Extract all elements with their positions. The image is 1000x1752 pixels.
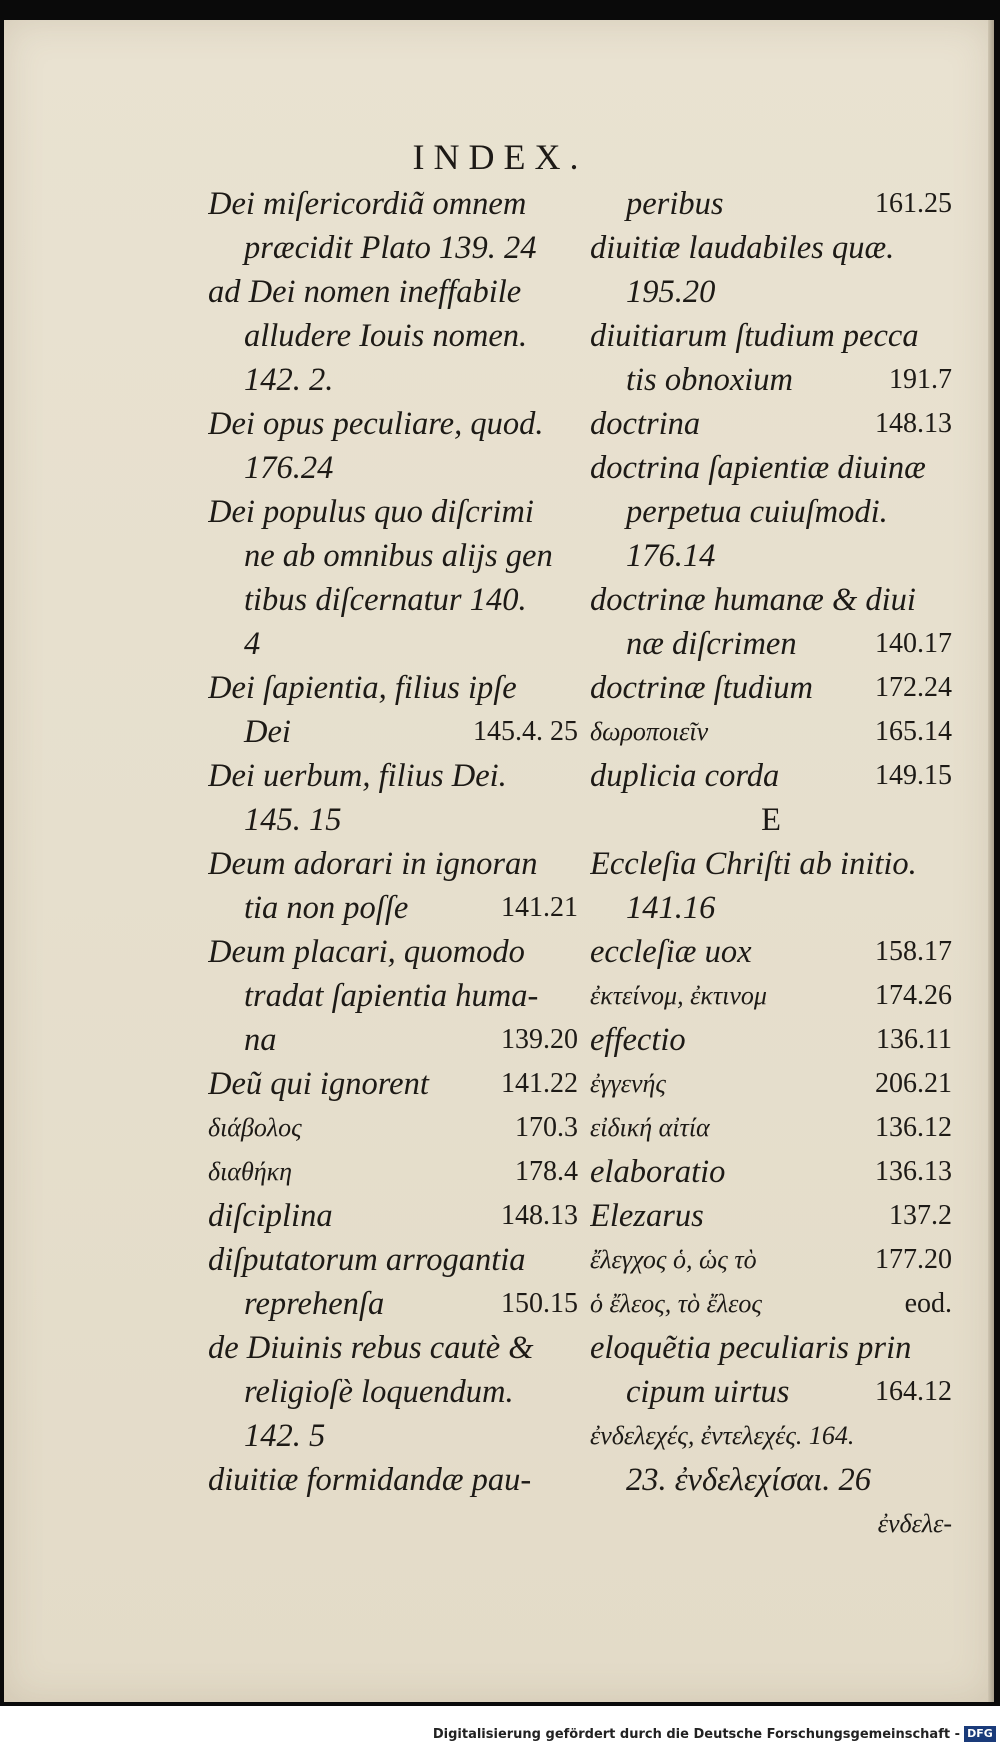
index-entry-page-ref: 165.14 (875, 716, 952, 747)
index-entry-line (590, 578, 952, 622)
index-entry-text: effectio (590, 1022, 686, 1058)
index-entry-line (208, 886, 578, 930)
index-entry-text: reprehenſa (244, 1286, 385, 1322)
index-entry-line (590, 754, 952, 798)
index-entry-text: Dei (244, 714, 291, 750)
index-entry-page-ref: 145.4. 25 (473, 716, 578, 747)
index-entry-line (590, 1502, 952, 1546)
index-entry-text: ὁ ἔλεος, τὸ ἔλεος (590, 1289, 762, 1318)
index-entry-line (590, 446, 952, 490)
index-entry-text: Dei populus quo diſcrimi (208, 494, 534, 530)
index-entry-text: peribus (626, 186, 724, 222)
index-entry-text: doctrinæ humanæ & diui (590, 582, 916, 618)
index-entry-text: perpetua cuiuſmodi. (626, 494, 888, 530)
index-entry-line (590, 974, 952, 1018)
index-entry-text: diuitiæ formidandæ pau- (208, 1462, 532, 1498)
index-entry-line (590, 1326, 952, 1370)
index-entry-line (208, 270, 578, 314)
index-entry-line (590, 314, 952, 358)
index-entry-text: doctrinæ ſtudium (590, 670, 813, 706)
index-entry-line (208, 1018, 578, 1062)
index-entry-line (208, 754, 578, 798)
index-entry-page-ref: 191.7 (889, 364, 952, 395)
index-entry-line (590, 1062, 952, 1106)
index-entry-text: ad Dei nomen ineffabile (208, 274, 522, 310)
index-entry-page-ref: 136.11 (876, 1024, 952, 1055)
index-entry-page-ref: 139.20 (501, 1024, 578, 1055)
index-entry-text: Dei miſericordiã omnem (208, 186, 527, 222)
index-entry-line (208, 1238, 578, 1282)
index-entry-text: 145. 15 (244, 802, 342, 838)
index-entry-text: Elezarus (590, 1198, 704, 1234)
index-entry-line (590, 886, 952, 930)
index-entry-text: cipum uirtus (626, 1374, 790, 1410)
index-entry-text: 176.14 (626, 538, 716, 574)
index-entry-line (208, 1282, 578, 1326)
index-entry-text: præcidit Plato 139. 24 (244, 230, 537, 266)
index-entry-text: alludere Iouis nomen. (244, 318, 528, 354)
index-entry-text: tis obnoxium (626, 362, 794, 398)
index-entry-text: 4 (244, 626, 261, 662)
index-entry-text: doctrina (590, 406, 701, 442)
index-entry-text: religioſè loquendum. (244, 1374, 514, 1410)
index-entry-line (208, 446, 578, 490)
index-entry-text: na (244, 1022, 277, 1058)
index-entry-text: ἐγγενής (590, 1069, 666, 1098)
index-entry-text: ἐνδελε- (877, 1509, 952, 1538)
index-entry-text: 142. 5 (244, 1418, 326, 1454)
index-entry-text: ne ab omnibus alijs gen (244, 538, 553, 574)
page-header: INDEX. (412, 137, 588, 177)
index-entry-line (208, 710, 578, 754)
index-entry-line (208, 534, 578, 578)
index-entry-text: duplicia corda (590, 758, 780, 794)
index-entry-text: 23. ἐνδελεχίσαι. 26 (626, 1462, 871, 1498)
index-entry-text: Deum placari, quomodo (208, 934, 525, 970)
index-entry-line (208, 798, 578, 842)
index-entry-line (208, 1414, 578, 1458)
index-entry-line (208, 358, 578, 402)
index-entry-text: διαθήκη (208, 1157, 293, 1186)
index-entry-line (208, 578, 578, 622)
index-entry-text: tibus diſcernatur 140. (244, 582, 527, 618)
index-entry-text: Dei opus peculiare, quod. (208, 406, 544, 442)
index-entry-text: 141.16 (626, 890, 716, 926)
index-entry-text: ἐκτείνομ, ἐκτινομ (590, 981, 767, 1010)
index-entry-page-ref: 172.24 (875, 672, 952, 703)
index-entry-line (208, 622, 578, 666)
index-entry-line (590, 402, 952, 446)
index-entry-line (590, 1106, 952, 1150)
index-entry-line (590, 1238, 952, 1282)
index-entry-page-ref: 148.13 (501, 1200, 578, 1231)
index-entry-page-ref: 177.20 (875, 1244, 952, 1275)
index-entry-text: næ diſcrimen (626, 626, 797, 662)
index-entry-line (208, 1370, 578, 1414)
index-entry-text: diuitiæ laudabiles quæ. (590, 230, 895, 266)
index-entry-line (208, 1106, 578, 1150)
index-entry-text: εἰδική αἰτία (590, 1113, 710, 1142)
index-entry-line (208, 930, 578, 974)
funding-note: Digitalisierung gefördert durch die Deutsche Forschungsgemeinschaft - (432, 1727, 960, 1742)
index-entry-text: diſciplina (208, 1198, 333, 1234)
index-entry-text: 142. 2. (244, 362, 334, 398)
index-entry-page-ref: 206.21 (875, 1068, 952, 1099)
index-entry-text: elaboratio (590, 1154, 726, 1190)
index-entry-page-ref: 174.26 (875, 980, 952, 1011)
index-entry-text: E (761, 802, 781, 838)
index-entry-page-ref: 170.3 (515, 1112, 578, 1143)
index-entry-text: diſputatorum arrogantia (208, 1242, 526, 1278)
index-entry-page-ref: 136.12 (875, 1112, 952, 1143)
index-entry-line (208, 1326, 578, 1370)
index-entry-text: 176.24 (244, 450, 334, 486)
index-entry-line (208, 842, 578, 886)
index-entry-text: eccleſiæ uox (590, 934, 752, 970)
index-entry-line (208, 1062, 578, 1106)
index-entry-line (590, 534, 952, 578)
index-entry-line (590, 182, 952, 226)
index-entry-line (590, 930, 952, 974)
index-entry-line (208, 490, 578, 534)
index-entry-line (208, 1150, 578, 1194)
index-entry-line (590, 710, 952, 754)
index-entry-page-ref: 149.15 (875, 760, 952, 791)
index-entry-page-ref: 150.15 (501, 1288, 578, 1319)
index-entry-page-ref: 141.21 (501, 892, 578, 923)
index-entry-line (590, 1282, 952, 1326)
index-entry-line (590, 1194, 952, 1238)
index-entry-line (590, 1414, 952, 1458)
index-entry-page-ref: 161.25 (875, 188, 952, 219)
index-entry-page-ref: 178.4 (515, 1156, 578, 1187)
index-entry-line (208, 1194, 578, 1238)
index-entry-text: diuitiarum ſtudium pecca (590, 318, 919, 354)
index-entry-page-ref: 136.13 (875, 1156, 952, 1187)
index-column-left (208, 182, 578, 1502)
index-entry-line (590, 1370, 952, 1414)
index-entry-line (590, 226, 952, 270)
index-entry-text: Eccleſia Chriſti ab initio. (590, 846, 917, 882)
index-entry-line (208, 974, 578, 1018)
index-entry-line (590, 1150, 952, 1194)
index-entry-line (590, 666, 952, 710)
index-entry-line (590, 1018, 952, 1062)
index-entry-text: Dei ſapientia, filius ipſe (208, 670, 517, 706)
index-entry-text: de Diuinis rebus cautè & (208, 1330, 534, 1366)
index-entry-page-ref: 164.12 (875, 1376, 952, 1407)
index-entry-text: doctrina ſapientiæ diuinæ (590, 450, 926, 486)
index-entry-text: eloquẽtia peculiaris prin (590, 1330, 912, 1366)
index-entry-line (208, 182, 578, 226)
index-entry-text: Deũ qui ignorent (208, 1066, 429, 1102)
footer-bar (0, 1706, 1000, 1752)
index-column-right (590, 182, 952, 1546)
index-entry-page-ref: eod. (904, 1288, 952, 1319)
index-entry-line (590, 270, 952, 314)
index-entry-text: ἔλεγχος ὁ, ὡς τὸ (590, 1245, 757, 1274)
index-entry-text: Deum adorari in ignoran (208, 846, 538, 882)
index-entry-page-ref: 137.2 (889, 1200, 952, 1231)
index-entry-line (208, 402, 578, 446)
index-entry-line (590, 798, 952, 842)
index-entry-text: διάβολος (208, 1113, 302, 1142)
index-entry-line (208, 666, 578, 710)
index-entry-text: Dei uerbum, filius Dei. (208, 758, 507, 794)
index-entry-page-ref: 158.17 (875, 936, 952, 967)
index-entry-line (590, 358, 952, 402)
index-entry-text: ἐνδελεχές, ἐντελεχές. 164. (590, 1421, 855, 1450)
index-entry-line (590, 1458, 952, 1502)
index-entry-line (208, 1458, 578, 1502)
index-entry-line (590, 842, 952, 886)
dfg-logo: DFG (964, 1726, 996, 1742)
index-entry-line (208, 226, 578, 270)
index-entry-line (590, 490, 952, 534)
index-entry-page-ref: 140.17 (875, 628, 952, 659)
index-entry-line (208, 314, 578, 358)
index-entry-text: δωροποιεῖν (590, 717, 709, 746)
index-entry-page-ref: 148.13 (875, 408, 952, 439)
index-entry-text: 195.20 (626, 274, 716, 310)
index-entry-line (590, 622, 952, 666)
index-entry-page-ref: 141.22 (501, 1068, 578, 1099)
index-entry-text: tia non poſſe (244, 890, 409, 926)
index-entry-text: tradat ſapientia huma- (244, 978, 539, 1014)
page-edge (988, 20, 994, 1702)
